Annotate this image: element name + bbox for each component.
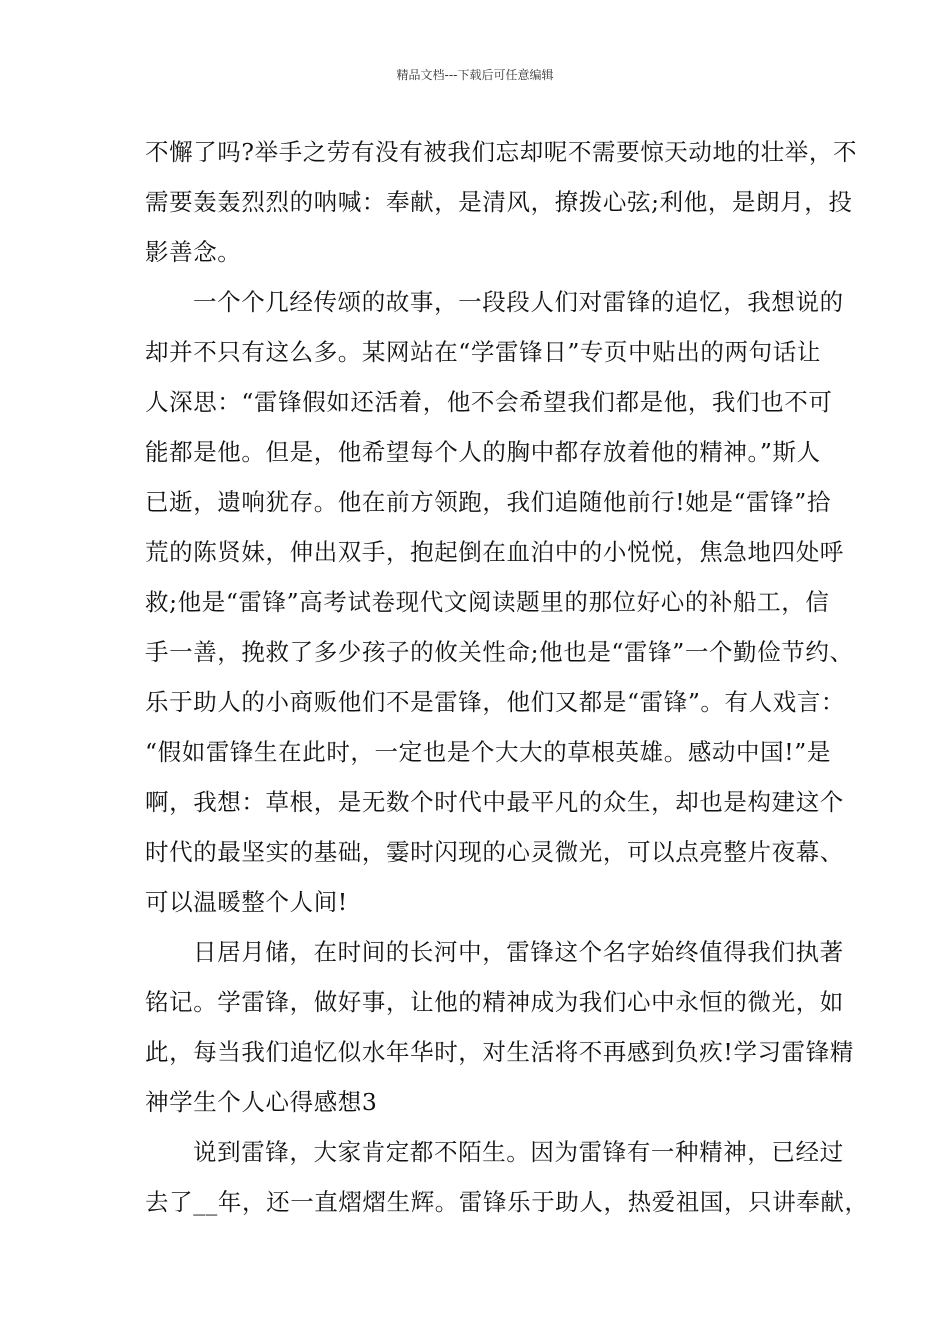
text-line: 说到雷锋，大家肯定都不陌生。因为雷锋有一种精神，已经过 [193,1138,844,1166]
text-line: 时代的最坚实的基础，霎时闪现的心灵微光，可以点亮整片夜幕、 [145,838,844,866]
text-line: 却并不只有这么多。某网站在“学雷锋日”专页中贴出的两句话让 [145,338,821,366]
text-line: 乐于助人的小商贩他们不是雷锋，他们又都是“雷锋”。有人戏言： [145,688,846,716]
text-line: 啊，我想：草根，是无数个时代中最平凡的众生，却也是构建这个 [145,788,844,816]
text-line: 可以温暖整个人间! [145,888,348,916]
text-line: 荒的陈贤妹，伸出双手，抱起倒在血泊中的小悦悦，焦急地四处呼 [145,538,844,566]
text-line: 去了__年，还一直熠熠生辉。雷锋乐于助人，热爱祖国，只讲奉献， [145,1188,869,1216]
text-line: 能都是他。但是，他希望每个人的胸中都存放着他的精神。”斯人 [145,438,821,466]
text-line: 救;他是“雷锋”高考试卷现代文阅读题里的那位好心的补船工，信 [145,588,830,616]
text-line: 不懈了吗?举手之劳有没有被我们忘却呢不需要惊天动地的壮举，不 [145,138,858,166]
text-line: 人深思：“雷锋假如还活着，他不会希望我们都是他，我们也不可 [145,388,833,416]
text-line: 已逝，遗响犹存。他在前方领跑，我们追随他前行!她是“雷锋”拾 [145,488,831,516]
text-line: 日居月储，在时间的长河中，雷锋这个名字始终值得我们执著 [193,938,844,966]
text-line: “假如雷锋生在此时，一定也是个大大的草根英雄。感动中国!”是 [145,738,831,766]
text-line: 影善念。 [145,238,242,266]
text-line: 手一善，挽救了多少孩子的攸关性命;他也是“雷锋”一个勤俭节约、 [145,638,854,666]
text-line: 神学生个人心得感想3 [145,1088,378,1116]
text-line: 一个个几经传颂的故事，一段段人们对雷锋的追忆，我想说的 [193,288,844,316]
text-line: 需要轰轰烈烈的呐喊：奉献，是清风，撩拨心弦;利他，是朗月，投 [145,188,853,216]
document-body [145,127,869,1227]
text-line: 铭记。学雷锋，做好事，让他的精神成为我们心中永恒的微光，如 [145,988,844,1016]
page-header: 精品文档---下载后可任意编辑 [396,68,554,82]
text-line: 此，每当我们追忆似水年华时，对生活将不再感到负疚!学习雷锋精 [145,1038,854,1066]
